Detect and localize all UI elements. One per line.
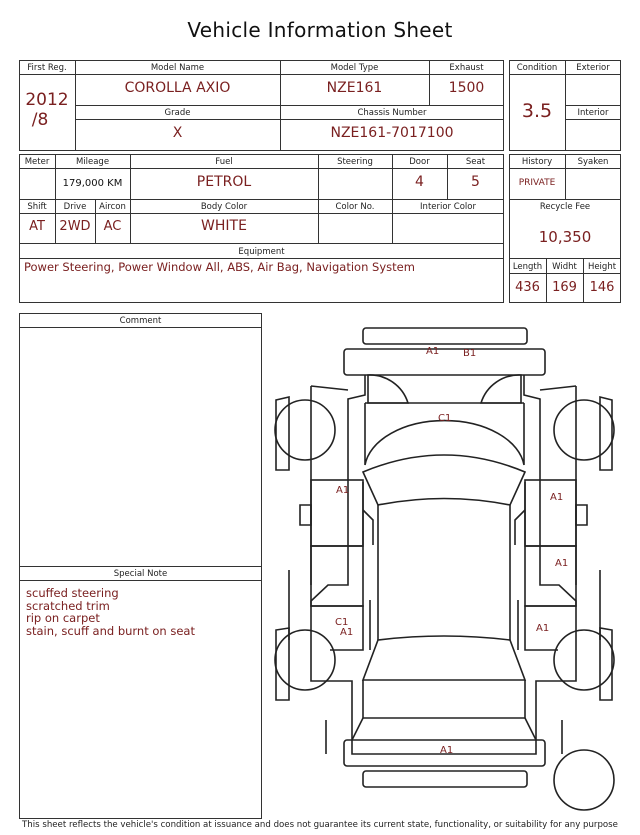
equipment-label: Equipment	[238, 247, 285, 257]
special-note-item: scratched trim	[26, 598, 110, 613]
model-type-label: Model Type	[330, 63, 379, 73]
mileage-label: Mileage	[75, 157, 110, 167]
recycle-fee-value: 10,350	[538, 228, 592, 246]
color-no-label: Color No.	[335, 202, 375, 212]
history-value: PRIVATE	[518, 178, 556, 188]
fuel-value: PETROL	[196, 174, 252, 190]
damage-mark-front-bumper: B1	[463, 348, 477, 359]
condition-label: Condition	[516, 63, 558, 73]
shift-value: AT	[29, 219, 45, 234]
damage-mark-left-rear: A1	[340, 627, 354, 638]
comment-label: Comment	[119, 316, 162, 326]
chassis-number-value: NZE161-7017100	[330, 125, 454, 141]
drive-value: 2WD	[59, 219, 91, 234]
damage-mark-left-fender: A1	[336, 485, 350, 496]
exhaust-label: Exhaust	[449, 63, 484, 73]
length-label: Length	[512, 262, 543, 272]
interior-color-label: Interior Color	[420, 202, 476, 212]
first-reg-label: First Reg.	[27, 63, 67, 73]
mileage-value: 179,000 KM	[62, 178, 123, 189]
fuel-label: Fuel	[215, 157, 233, 167]
model-type-value: NZE161	[326, 80, 383, 96]
model-name-label: Model Name	[150, 63, 205, 73]
shift-label: Shift	[27, 202, 47, 212]
door-value: 4	[415, 174, 424, 190]
condition-value: 3.5	[521, 100, 553, 122]
damage-mark-rear-bumper: A1	[440, 745, 454, 756]
grade-label: Grade	[164, 108, 191, 118]
damage-mark-front-bumper: A1	[426, 346, 440, 357]
special-note-item: stain, scuff and burnt on seat	[26, 623, 195, 638]
grade-value: X	[172, 125, 183, 141]
special-note-item: scuffed steering	[26, 586, 119, 600]
width-value: 169	[552, 280, 577, 295]
steering-label: Steering	[337, 157, 373, 167]
damage-mark-right-rear-door: A1	[536, 623, 550, 634]
history-label: History	[521, 157, 553, 167]
exhaust-value: 1500	[448, 80, 485, 96]
meter-label: Meter	[24, 157, 50, 167]
height-value: 146	[589, 280, 615, 295]
disclaimer-footer: This sheet reflects the vehicle's condition at issuance and does not guarantee its current state, functionality, or suitability for any purpose	[22, 820, 618, 830]
special-note-item: rip on carpet	[26, 611, 100, 625]
aircon-value: AC	[103, 219, 122, 234]
drive-label: Drive	[63, 202, 87, 212]
damage-mark-hood: C1	[438, 413, 452, 424]
seat-label: Seat	[465, 157, 486, 167]
recycle-fee-label: Recycle Fee	[539, 202, 591, 212]
model-name-value: COROLLA AXIO	[124, 80, 231, 96]
damage-mark-right-fender: A1	[550, 492, 564, 503]
chassis-number-label: Chassis Number	[357, 108, 427, 118]
special-note-label: Special Note	[113, 569, 168, 579]
seat-value: 5	[471, 174, 480, 190]
syaken-label: Syaken	[577, 157, 609, 167]
body-color-value: WHITE	[201, 218, 247, 234]
equipment-value: Power Steering, Power Window All, ABS, Air Bag, Navigation System	[24, 260, 415, 274]
sheet-title: Vehicle Information Sheet	[187, 18, 453, 42]
aircon-label: Aircon	[99, 202, 126, 212]
door-label: Door	[409, 157, 430, 167]
interior-label: Interior	[577, 108, 609, 118]
first-reg-year: 2012	[25, 90, 69, 110]
width-label: Widht	[552, 262, 577, 272]
length-value: 436	[515, 280, 540, 295]
damage-mark-left-rear: C1	[335, 617, 349, 628]
height-label: Height	[587, 262, 617, 272]
first-reg-month: /8	[31, 110, 49, 130]
exterior-label: Exterior	[576, 63, 610, 73]
damage-mark-right-door: A1	[555, 558, 569, 569]
body-color-label: Body Color	[200, 202, 248, 212]
